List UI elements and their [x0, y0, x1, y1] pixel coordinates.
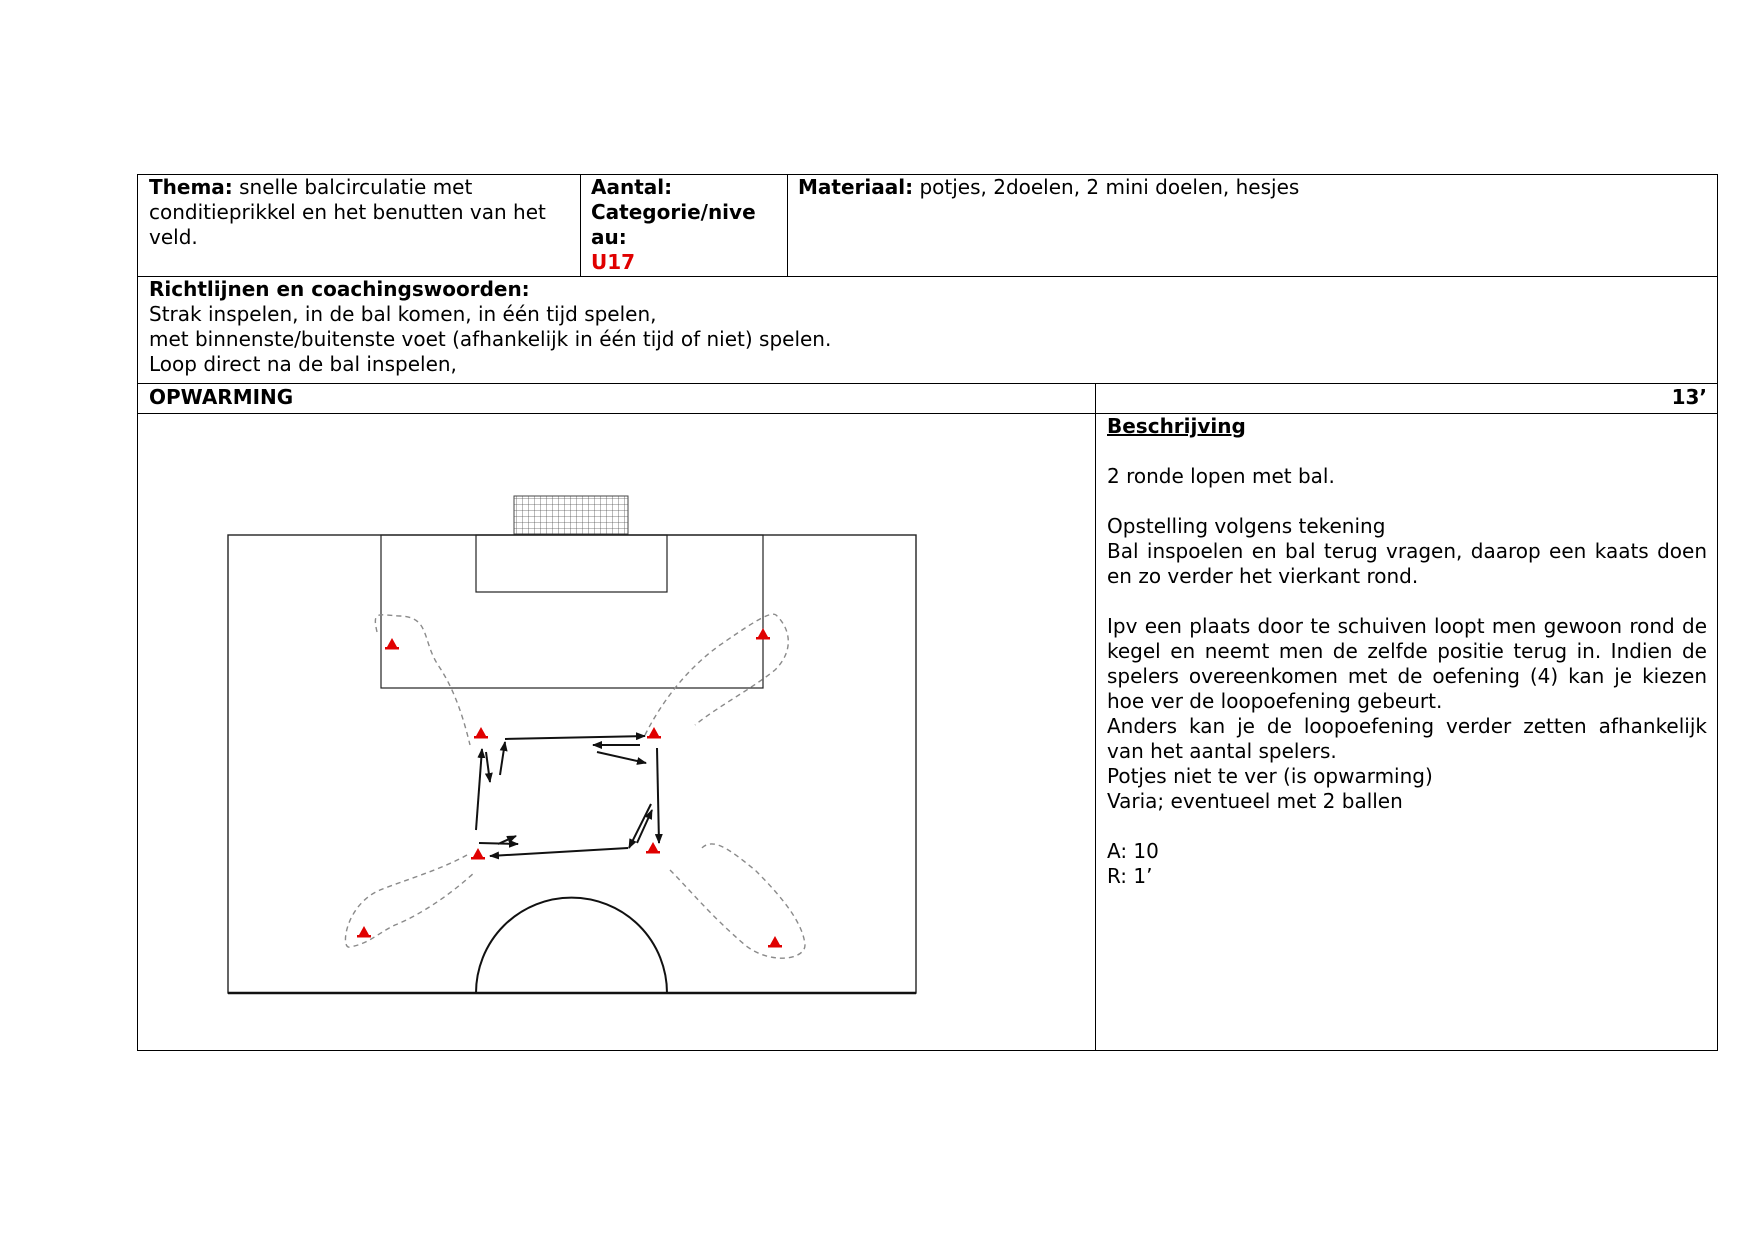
materiaal-text: potjes, 2doelen, 2 mini doelen, hesjes [913, 175, 1300, 199]
categorie-value: U17 [591, 250, 636, 274]
beschrijving-title: Beschrijving [1107, 414, 1246, 438]
pass-arrows [476, 736, 659, 856]
section-duration: 13’ [1671, 385, 1707, 409]
beschrijving-a: A: 10 [1107, 839, 1159, 863]
richtlijnen-line-3: Loop direct na de bal inspelen, [149, 352, 457, 376]
center-arc [476, 898, 667, 993]
thema-line2: conditieprikkel en het benutten van het [149, 200, 546, 224]
aantal-label: Aantal: [591, 175, 673, 199]
section-title: OPWARMING [149, 385, 294, 409]
pitch-outline [228, 535, 916, 993]
thema-line3: veld. [149, 225, 198, 249]
categorie-label-2: au: [591, 225, 627, 249]
richtlijnen-line-2: met binnenste/buitenste voet (afhankelijk in één tijd of niet) spelen. [149, 327, 832, 351]
beschrijving-r: R: 1’ [1107, 864, 1153, 888]
cone-icon [357, 628, 782, 948]
beschrijving-p3: Ipv een plaats door te schuiven loopt men gewoon rond de kegel en neemt men de zelfde positie terug in. Indien de spelers overeenkomen met de oefening (4) kan je kiezen hoe ver de loopoefening gebeurt. [1107, 614, 1707, 713]
categorie-label: Categorie/nive [591, 200, 756, 224]
beschrijving-p2-1: Opstelling volgens tekening [1107, 514, 1386, 538]
beschrijving-p4: Anders kan je de loopoefening verder zetten afhankelijk van het aantal spelers. [1107, 714, 1707, 763]
materiaal-label: Materiaal: [798, 175, 914, 199]
thema-text: snelle balcirculatie met [232, 175, 473, 199]
goal-area [476, 535, 667, 592]
thema-label: Thema: [149, 175, 233, 199]
beschrijving-p5: Potjes niet te ver (is opwarming) [1107, 764, 1433, 788]
beschrijving-cell [1107, 414, 1707, 889]
beschrijving-p6: Varia; eventueel met 2 ballen [1107, 789, 1403, 813]
penalty-area [381, 535, 763, 688]
beschrijving-p2-2: Bal inspoelen en bal terug vragen, daarop een kaats doen en zo verder het vierkant rond. [1107, 539, 1707, 588]
goal-net [514, 496, 628, 534]
beschrijving-p1: 2 ronde lopen met bal. [1107, 464, 1335, 488]
richtlijnen-title: Richtlijnen en coachingswoorden: [149, 277, 530, 301]
running-paths [345, 614, 805, 958]
richtlijnen-line-1: Strak inspelen, in de bal komen, in één tijd spelen, [149, 302, 657, 326]
